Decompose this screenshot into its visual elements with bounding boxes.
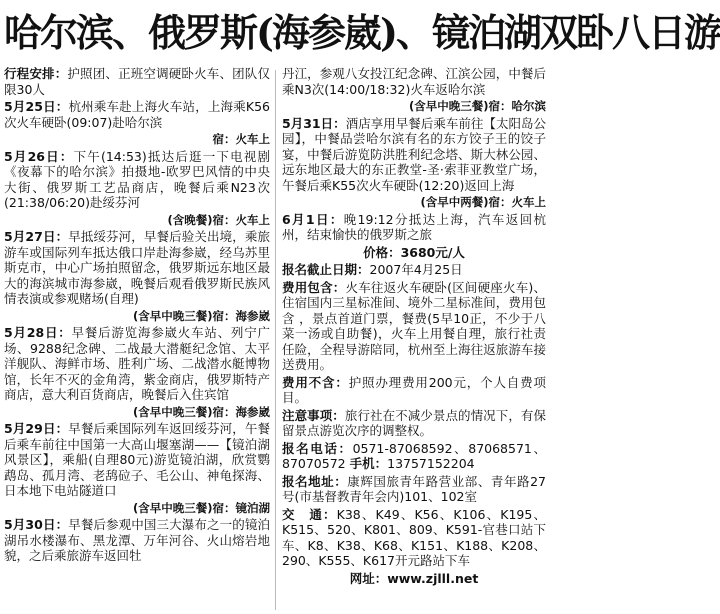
day8-paragraph	[282, 212, 546, 243]
phone-paragraph	[282, 441, 546, 472]
intro-text: 护照团、正班空调硬卧火车、团队仅限30人	[4, 66, 270, 97]
price-label: 价格：	[363, 244, 401, 260]
day5-meal-note: (含早中晚三餐)宿：镜泊湖	[132, 500, 270, 515]
phone-label: 报名电话：	[282, 440, 353, 456]
day7-label: 5月31日：	[282, 115, 346, 131]
day1-meal-note: 宿：火车上	[212, 132, 270, 146]
excludes-paragraph	[282, 375, 546, 406]
day2-text: 下午(14:53)抵达后逛一下电视剧《夜幕下的哈尔滨》拍摄地-欧罗巴风情的中央大街、俄罗斯工艺品商店，晚餐后乘N23次(21:38/06:20)赴绥芬河	[4, 148, 271, 210]
day5-label: 5月29日：	[4, 421, 69, 436]
address-paragraph	[282, 474, 546, 505]
address-label: 报名地址：	[282, 473, 348, 489]
day7-text: 酒店享用早餐后乘车前往【太阳岛公园】，中餐品尝哈尔滨有名的东方饺子王的饺子宴，中餐后游览防洪胜利纪念塔、斯大林公园、远东地区最大的东正教堂-圣·索菲亚教堂广场，午餐后乘K55次火车硬卧(12:20)返回上海	[282, 115, 546, 193]
day2-paragraph	[4, 149, 270, 211]
transport-label: 交 通：	[282, 506, 337, 522]
intro-paragraph	[4, 66, 270, 97]
day3-meal-note: (含早中晚三餐)宿：海参崴	[132, 308, 270, 323]
website-link[interactable]: www.zjlll.net	[387, 570, 479, 586]
day3-label: 5月27日：	[4, 229, 69, 244]
itinerary-right-column	[282, 66, 546, 614]
day1-label: 5月25日：	[4, 99, 69, 114]
day1-text: 杭州乘车赴上海火车站，上海乘K56次火车硬卧(09:07)赴哈尔滨	[4, 99, 271, 130]
address-value: 康辉国旅青年路营业部、青年路27号(市基督教青年会内)101、102室	[282, 473, 546, 504]
website-label: 网址：	[349, 570, 388, 586]
deadline-line	[282, 262, 546, 278]
day1-paragraph	[4, 99, 270, 130]
day7-paragraph	[282, 116, 546, 194]
website-line	[282, 571, 546, 587]
day7-meal-note: (含早中两餐)宿：火车上	[420, 195, 546, 209]
day6-label: 5月30日：	[4, 517, 69, 532]
day6-text: 早餐后参观中国三大瀑布之一的镜泊湖吊水楼瀑布、黑龙潭、万年河谷、火山熔岩地貌，之后乘旅游车返回牡	[4, 517, 270, 563]
price-value: 3680元/人	[400, 244, 465, 260]
day6-paragraph	[4, 517, 270, 564]
day4-label: 5月28日：	[4, 325, 72, 340]
intro-label: 行程安排：	[4, 66, 68, 81]
notice-text: 旅行社在不减少景点的情况下，有保留景点游览次序的调整权。	[282, 407, 546, 438]
includes-text: 火车往返火车硬卧(区间硬座火车)、住宿国内三星标准间、境外二星标准间，费用包含 ，景点首道门票，餐费(5早10正，不少于八菜一汤或自助餐)，火车上用餐自理，旅行社责任险，全程导游陪同，杭州至上海往返旅游车接送费用。	[282, 279, 546, 372]
mobile-label: 手机：	[349, 456, 388, 471]
day6-continuation: 丹江，参观八女投江纪念碑、江滨公园，中餐后乘N3次(14:00/18:32)火车返哈尔滨	[282, 66, 546, 97]
day2-label: 5月26日：	[4, 148, 74, 164]
day3-text: 早抵绥芬河，早餐后验关出境，乘旅游车或国际列车抵达俄口岸赴海参崴，经乌苏里斯克市，中心广场拍照留念，俄罗斯远东地区最大的海滨城市海参崴，晚餐后观看俄罗斯民族风情表演或参观赌场(自理)	[4, 229, 270, 306]
itinerary-left-column	[4, 66, 270, 614]
day4-meal-note: (含早中晚三餐)宿：海参崴	[132, 404, 270, 419]
transport-value: K38、K49、K56、K106、K195、K515、520、K801、809、K591-官巷口站下车、K8、K38、K68、K151、K188、K208、290、K555、K617开元路站下车	[282, 506, 546, 568]
price-line	[282, 245, 546, 261]
excludes-label: 费用不含：	[282, 374, 349, 390]
deadline-label: 报名截止日期：	[282, 262, 370, 277]
phone-value: 0571-87068592、87068571、87070572	[282, 440, 546, 471]
includes-paragraph	[282, 280, 546, 373]
transport-paragraph	[282, 507, 546, 569]
notice-paragraph	[282, 408, 546, 439]
column-divider	[275, 70, 276, 610]
day8-text: 晚19:12分抵达上海，汽车返回杭州，结束愉快的俄罗斯之旅	[282, 211, 546, 242]
excludes-text: 护照办理费用200元，个人自费项目。	[282, 374, 546, 405]
notice-label: 注意事项：	[282, 407, 345, 423]
day5-paragraph	[4, 421, 270, 499]
day5-text: 早餐后乘国际列车返回绥芬河，午餐后乘车前往中国第一大高山堰塞湖——【镜泊湖风景区】，乘船(自理80元)游览镜泊湖，欣赏鹦鹉岛、孤月湾、老鸹砬子、毛公山、神龟探海、日本地下电站隧道口	[4, 421, 270, 498]
day4-paragraph	[4, 325, 270, 403]
includes-label: 费用包含：	[282, 279, 346, 295]
day3-paragraph	[4, 229, 270, 307]
page-title: 哈尔滨、俄罗斯(海参崴)、镜泊湖双卧八日游	[4, 10, 720, 55]
day8-label: 6月1日：	[282, 211, 344, 227]
day6-meal-note: (含早中晚三餐)宿：哈尔滨	[408, 99, 546, 113]
deadline-value: 2007年4月25日	[369, 262, 463, 277]
mobile-value: 13757152204	[387, 456, 475, 471]
day4-text: 早餐后游览海参崴火车站、列宁广场、9288纪念碑、二战最大潜艇纪念馆、太平洋舰队、海鲜市场、胜利广场、二战潜水艇博物馆，长年不灭的金角湾，紫金商店，俄罗斯特产商店，意大利百货商店，晚餐后入住宾馆	[4, 325, 270, 402]
day2-meal-note: (含晚餐)宿：火车上	[167, 212, 270, 227]
